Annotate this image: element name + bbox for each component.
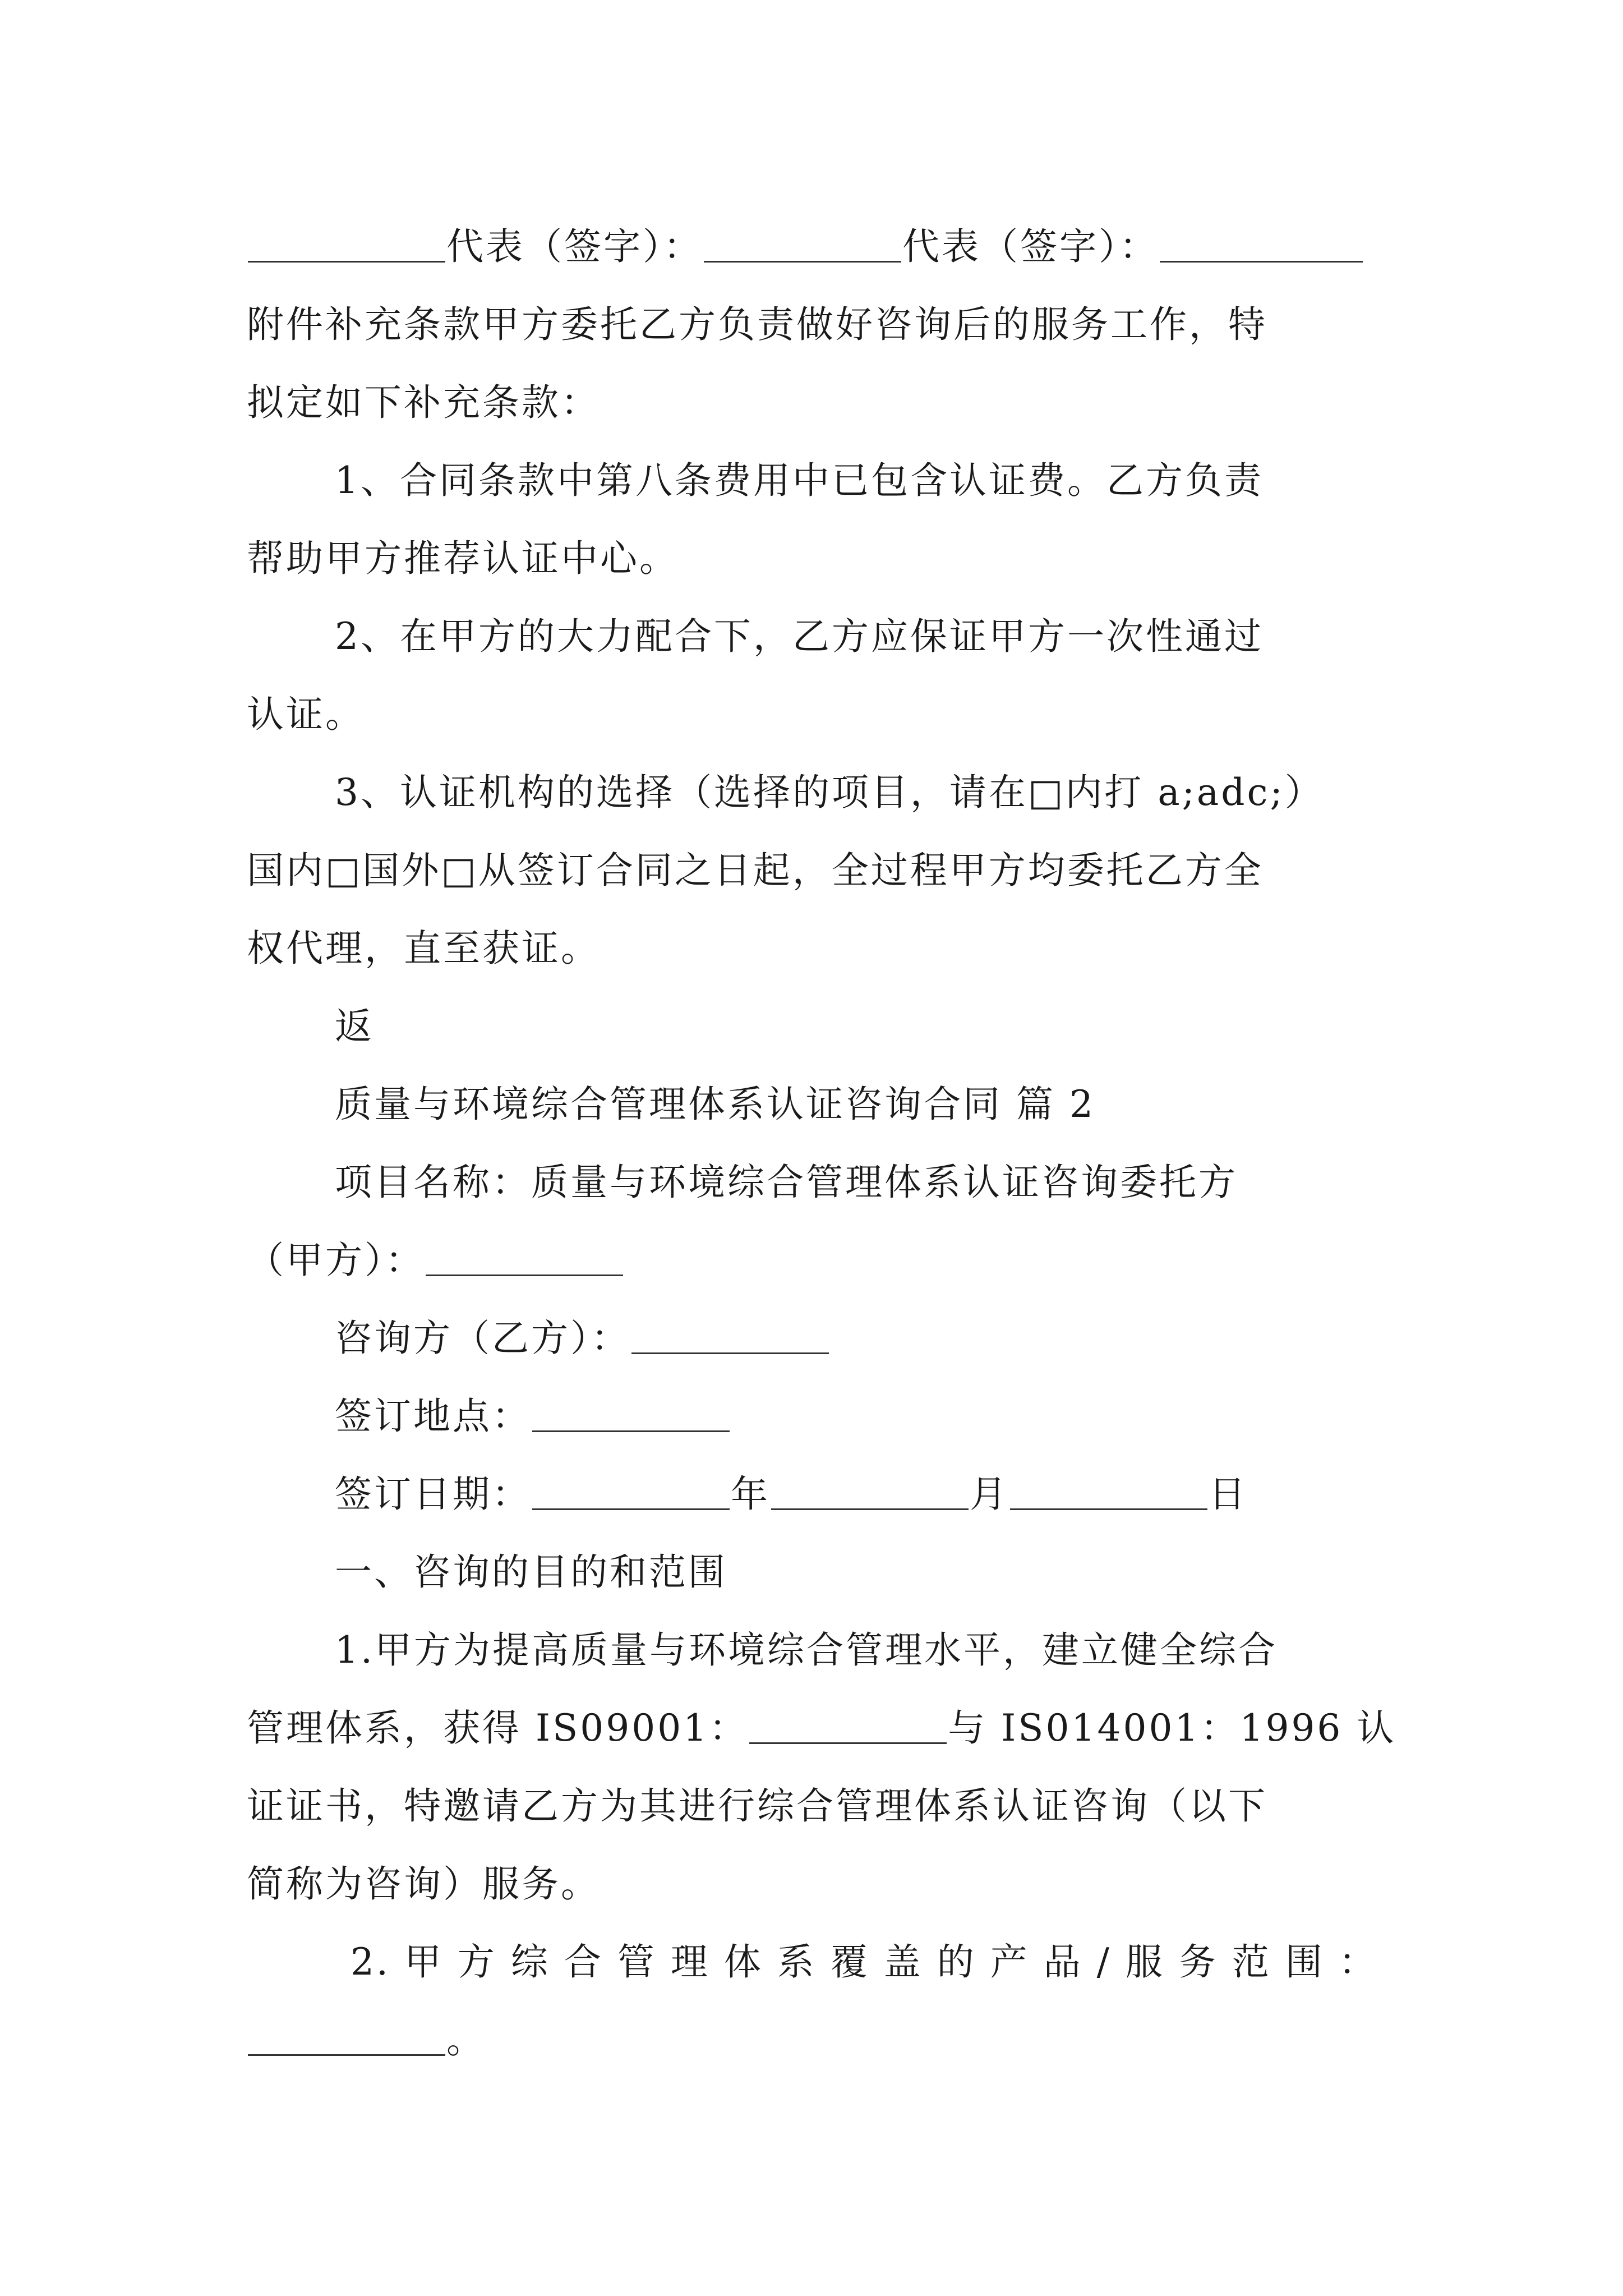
signing-date-line (247, 1455, 1380, 1533)
paragraph-line (247, 1689, 1396, 1767)
party-b-line (247, 1299, 1380, 1377)
blank-field (532, 1508, 730, 1510)
section-heading: 一、咨询的目的和范围 (335, 1550, 727, 1594)
text: 签订日期： (335, 1473, 531, 1516)
paragraph-line: 1、合同条款中第八条费用中已包含认证费。乙方负责 (335, 459, 1264, 502)
paragraph-line: 1.甲方为提高质量与环境综合管理水平，建立健全综合 (335, 1628, 1278, 1672)
text: 日 (1209, 1473, 1248, 1516)
paragraph-line: 简称为咨询）服务。 (247, 1862, 600, 1906)
text: 咨询方（乙方）： (335, 1317, 630, 1360)
paragraph-line: 返 (335, 1005, 374, 1048)
blank-field (631, 1352, 829, 1354)
blank-field (248, 2054, 445, 2056)
text: 年 (731, 1473, 770, 1516)
paragraph-line: 拟定如下补充条款： (247, 381, 600, 424)
blank-field (1160, 260, 1363, 263)
paragraph-line: 证证书，特邀请乙方为其进行综合管理体系认证咨询（以下 (247, 1784, 1267, 1828)
paragraph-line: 2、在甲方的大力配合下，乙方应保证甲方一次性通过 (335, 615, 1264, 658)
signature-line (247, 208, 1380, 286)
paragraph-line: 认证。 (247, 693, 365, 736)
paragraph-line: 项目名称：质量与环境综合管理体系认证咨询委托方 (335, 1161, 1238, 1204)
blank-field (248, 260, 445, 263)
text: 与 IS014001：1996 认 (948, 1706, 1396, 1750)
section-title: 质量与环境综合管理体系认证咨询合同 篇 2 (335, 1083, 1095, 1126)
text: 代表（签字）： (446, 225, 703, 268)
text: （甲方）： (247, 1239, 425, 1282)
text: 月 (970, 1473, 1009, 1516)
paragraph-line: 帮助甲方推荐认证中心。 (247, 537, 679, 580)
text: 签订地点： (335, 1395, 531, 1438)
blank-field (532, 1430, 730, 1432)
paragraph-line: 附件补充条款甲方委托乙方负责做好咨询后的服务工作，特 (247, 303, 1267, 346)
text: 代表（签字）： (902, 225, 1159, 268)
paragraph-line: 权代理，直至获证。 (247, 927, 600, 970)
text: 管理体系，获得 IS09001： (247, 1706, 749, 1750)
blank-field (426, 1274, 623, 1276)
paragraph-line: 国内□国外□从签订合同之日起，全过程甲方均委托乙方全 (247, 849, 1264, 892)
signing-place-line (247, 1377, 1380, 1455)
blank-field (1010, 1508, 1207, 1510)
document-page (247, 208, 1396, 2079)
paragraph-line: 3、认证机构的选择（选择的项目，请在□内打 a;adc;） (335, 771, 1324, 814)
text: 。 (446, 2018, 486, 2062)
scope-blank-line (247, 2001, 1380, 2079)
blank-field (749, 1742, 947, 1744)
paragraph-line: 2. 甲 方 综 合 管 理 体 系 覆 盖 的 产 品 / 服 务 范 围 ： (351, 1940, 1378, 1984)
party-a-line (247, 1221, 1380, 1299)
blank-field (771, 1508, 969, 1510)
blank-field (704, 260, 901, 263)
